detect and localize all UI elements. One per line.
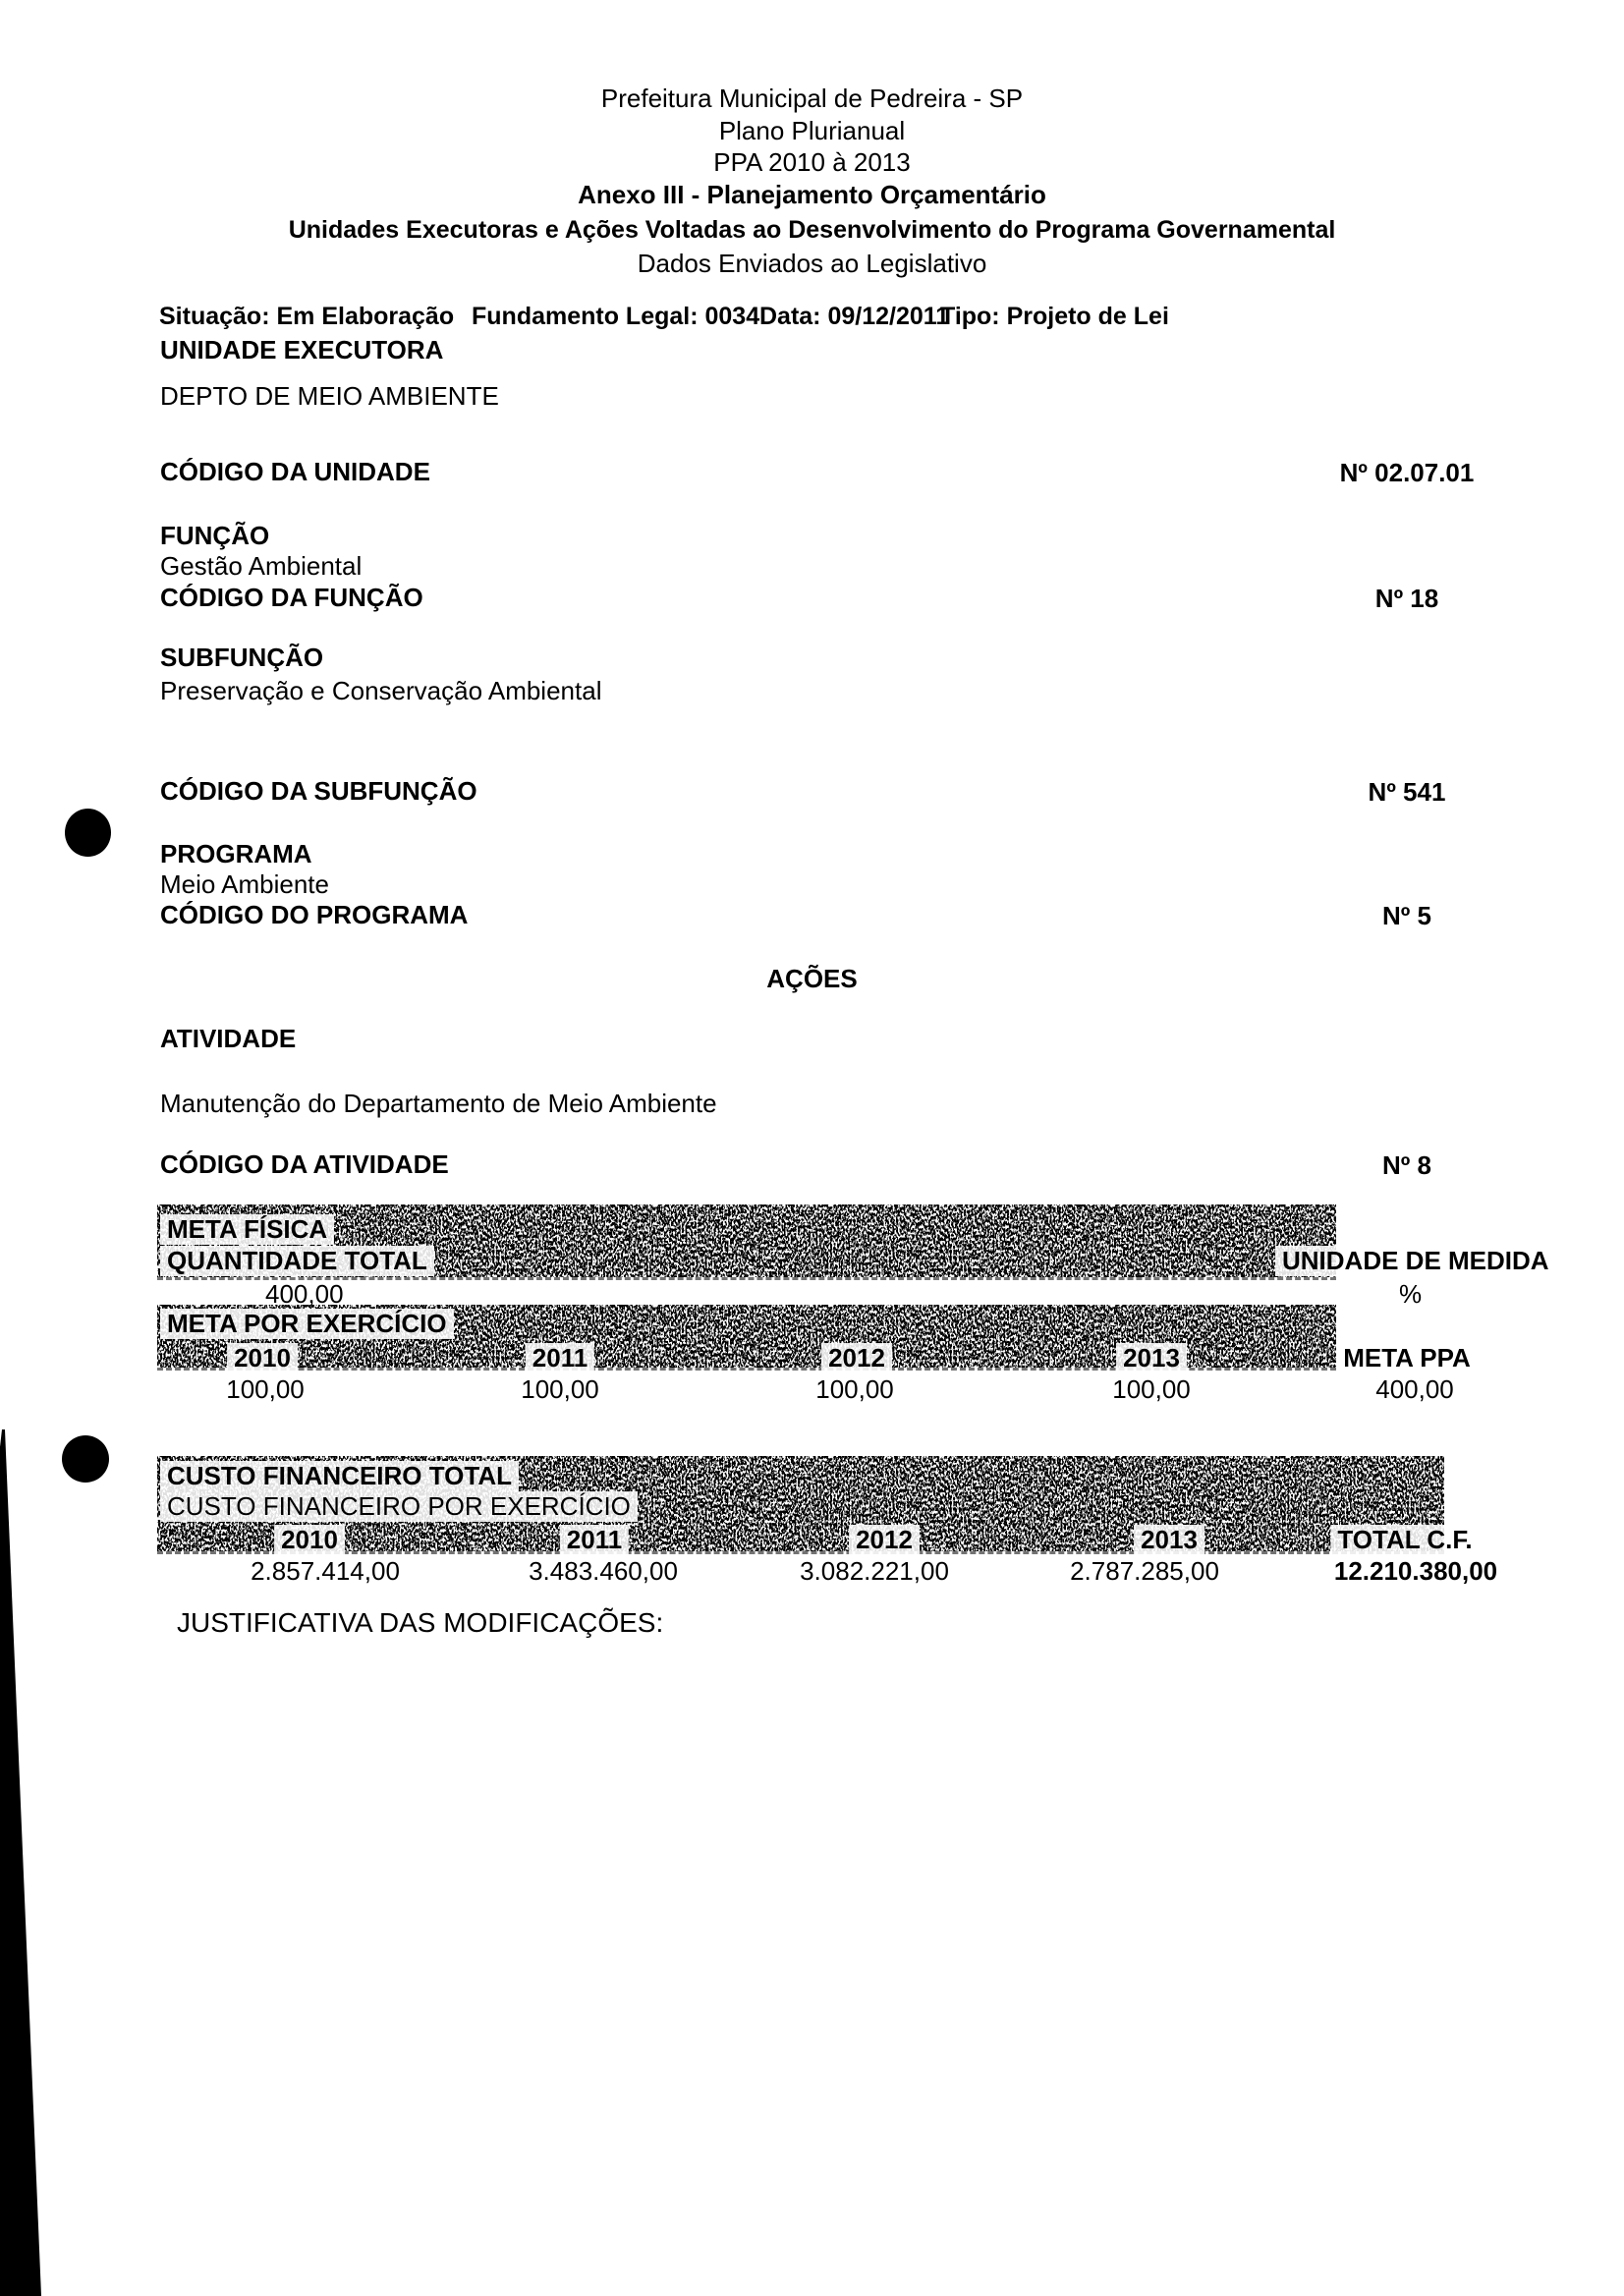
header-anexo: Anexo III - Planejamento Orçamentário xyxy=(578,180,1046,209)
custo-years-row xyxy=(0,1525,1624,1556)
subfuncao-label: SUBFUNÇÃO xyxy=(160,643,324,672)
programa-value: Meio Ambiente xyxy=(160,869,329,899)
custo-value-2012: 3.082.221,00 xyxy=(800,1556,949,1586)
codigo-atividade-value: Nº 8 xyxy=(1382,1150,1431,1180)
justificativa-label: JUSTIFICATIVA DAS MODIFICAÇÕES: xyxy=(177,1607,664,1638)
meta-por-exercicio-label: META POR EXERCÍCIO xyxy=(160,1309,454,1339)
custo-year-2010: 2010 xyxy=(274,1525,345,1555)
header-plano-plurianual: Plano Plurianual xyxy=(718,116,906,145)
meta-value-2011: 100,00 xyxy=(521,1374,599,1404)
header-municipality: Prefeitura Municipal de Pedreira - SP xyxy=(600,84,1024,113)
custo-value-2011: 3.483.460,00 xyxy=(529,1556,678,1586)
unidade-medida-label: UNIDADE DE MEDIDA xyxy=(1275,1246,1556,1276)
custo-year-2011: 2011 xyxy=(560,1525,629,1555)
codigo-funcao-value: Nº 18 xyxy=(1374,584,1439,613)
meta-ppa-value: 400,00 xyxy=(1375,1374,1454,1404)
atividade-value: Manutenção do Departamento de Meio Ambiente xyxy=(160,1089,717,1118)
custo-year-2012: 2012 xyxy=(849,1525,920,1555)
custo-value-2013: 2.787.285,00 xyxy=(1070,1556,1219,1586)
meta-value-2013: 100,00 xyxy=(1112,1374,1191,1404)
meta-year-2013: 2013 xyxy=(1116,1343,1187,1373)
meta-year-2012: 2012 xyxy=(821,1343,892,1373)
codigo-atividade-label: CÓDIGO DA ATIVIDADE xyxy=(160,1149,449,1179)
meta-value-2010: 100,00 xyxy=(226,1374,305,1404)
subfuncao-value: Preservação e Conservação Ambiental xyxy=(160,676,602,705)
custo-financeiro-total-label: CUSTO FINANCEIRO TOTAL xyxy=(160,1461,519,1491)
codigo-funcao-label: CÓDIGO DA FUNÇÃO xyxy=(160,583,423,612)
codigo-programa-label: CÓDIGO DO PROGRAMA xyxy=(160,900,469,929)
custo-value-2010: 2.857.414,00 xyxy=(251,1556,400,1586)
status-data: Data: 09/12/2011 xyxy=(759,303,950,330)
status-situacao: Situação: Em Elaboração xyxy=(159,303,455,330)
scan-artifact-dot-1 xyxy=(65,809,111,857)
custo-year-2013: 2013 xyxy=(1134,1525,1204,1555)
header-ppa-period: PPA 2010 à 2013 xyxy=(713,147,911,177)
codigo-subfuncao-label: CÓDIGO DA SUBFUNÇÃO xyxy=(160,776,477,806)
total-cf-label: TOTAL C.F. xyxy=(1330,1525,1479,1555)
header-dados-legislativo: Dados Enviados ao Legislativo xyxy=(637,249,987,278)
header-subtitle: Unidades Executoras e Ações Voltadas ao Desenvolvimento do Programa Governamental xyxy=(288,216,1336,244)
custo-values-row xyxy=(0,1557,1624,1589)
meta-values-row xyxy=(0,1375,1624,1407)
meta-years-row xyxy=(0,1343,1624,1374)
quantidade-total-label: QUANTIDADE TOTAL xyxy=(160,1246,434,1276)
codigo-programa-value: Nº 5 xyxy=(1382,901,1431,930)
funcao-value: Gestão Ambiental xyxy=(160,551,363,581)
funcao-label: FUNÇÃO xyxy=(160,521,270,550)
quantidade-total-value: 400,00 xyxy=(265,1279,344,1309)
custo-financeiro-exercicio-label: CUSTO FINANCEIRO POR EXERCÍCIO xyxy=(160,1491,638,1522)
meta-value-2012: 100,00 xyxy=(815,1374,894,1404)
programa-label: PROGRAMA xyxy=(160,839,312,868)
unidade-executora-label: UNIDADE EXECUTORA xyxy=(160,335,444,364)
meta-fisica-title: META FÍSICA xyxy=(160,1214,334,1245)
unidade-executora-value: DEPTO DE MEIO AMBIENTE xyxy=(160,381,499,411)
meta-ppa-label: META PPA xyxy=(1336,1343,1478,1373)
meta-year-2011: 2011 xyxy=(526,1343,594,1373)
unidade-medida-value: % xyxy=(1399,1279,1423,1309)
codigo-subfuncao-value: Nº 541 xyxy=(1368,777,1446,807)
total-cf-value: 12.210.380,00 xyxy=(1333,1556,1498,1586)
scan-artifact-dot-2 xyxy=(62,1435,109,1483)
atividade-label: ATIVIDADE xyxy=(160,1024,297,1053)
codigo-unidade-value: Nº 02.07.01 xyxy=(1339,458,1475,487)
codigo-unidade-label: CÓDIGO DA UNIDADE xyxy=(160,457,430,486)
meta-year-2010: 2010 xyxy=(227,1343,298,1373)
acoes-section-title: AÇÕES xyxy=(766,964,858,993)
status-tipo: Tipo: Projeto de Lei xyxy=(940,303,1169,330)
status-fundamento-legal: Fundamento Legal: 0034 xyxy=(472,303,760,330)
